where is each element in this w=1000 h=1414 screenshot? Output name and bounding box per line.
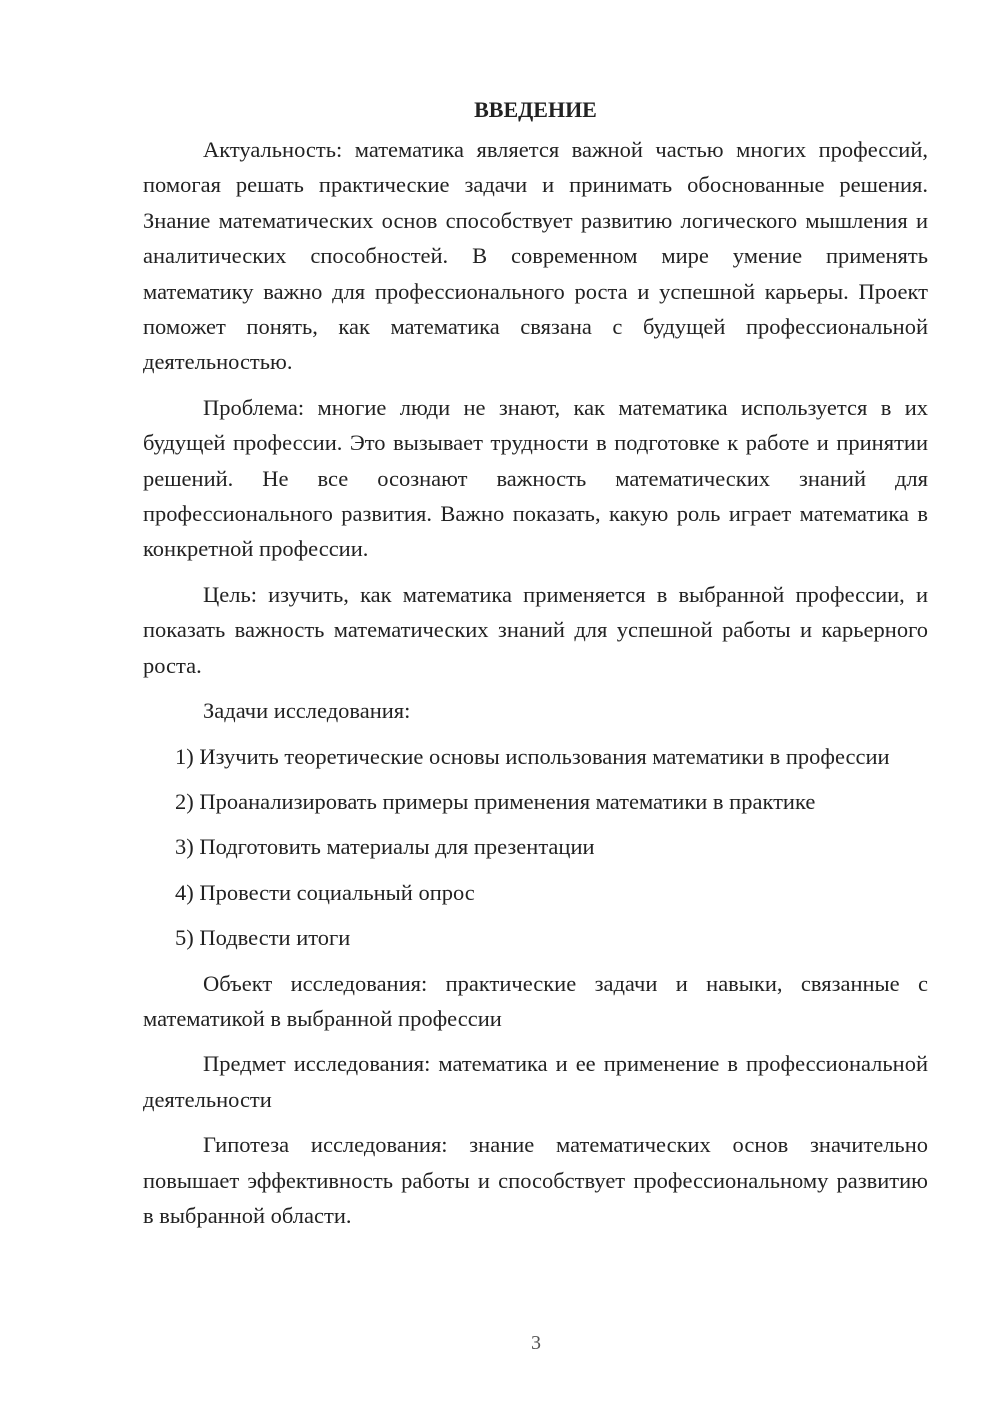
section-title: ВВЕДЕНИЕ xyxy=(474,97,597,122)
list-item: 4) Провести социальный опрос xyxy=(175,879,475,905)
page-number: 3 xyxy=(531,1332,541,1354)
paragraph-goal: Цель: изучить, как математика применяется в выбранной профессии, и показать важность математических знаний для успешной работы и карьерного роста. xyxy=(143,581,928,678)
list-item: 3) Подготовить материалы для презентации xyxy=(175,834,595,860)
paragraph-subject: Предмет исследования: математика и ее применение в профессиональной деятельности xyxy=(143,1051,928,1112)
tasks-list xyxy=(143,739,928,956)
document-page xyxy=(143,92,928,1243)
paragraph-hypothesis: Гипотеза исследования: знание математических основ значительно повышает эффективность работы и способствует профессиональному развитию в выбранной области. xyxy=(143,1132,928,1228)
list-item: 1) Изучить теоретические основы использования математики в профессии xyxy=(175,743,890,769)
paragraph-relevance: Актуальность: математика является важной частью многих профессий, помогая решать практические задачи и принимать обоснованные решения. Знание математических основ способствует развитию логического мышления и аналитических способностей. В современном мире умение применять математику важно для профессионального роста и успешной карьеры. Проект поможет понять, как математика связана с будущей профессиональной деятельностью. xyxy=(143,137,928,375)
list-item: 5) Подвести итоги xyxy=(175,925,351,951)
paragraph-object: Объект исследования: практические задачи и навыки, связанные с математикой в выбранной профессии xyxy=(143,970,928,1031)
paragraph-problem: Проблема: многие люди не знают, как математика используется в их будущей профессии. Это вызывает трудности в подготовке к работе и принятии решений. Не все осознают важность математических знаний для профессионального развития. Важно показать, какую роль играет математика в конкретной профессии. xyxy=(143,394,928,562)
list-item: 2) Проанализировать примеры применения математики в практике xyxy=(175,788,816,814)
tasks-heading: Задачи исследования: xyxy=(203,698,411,724)
